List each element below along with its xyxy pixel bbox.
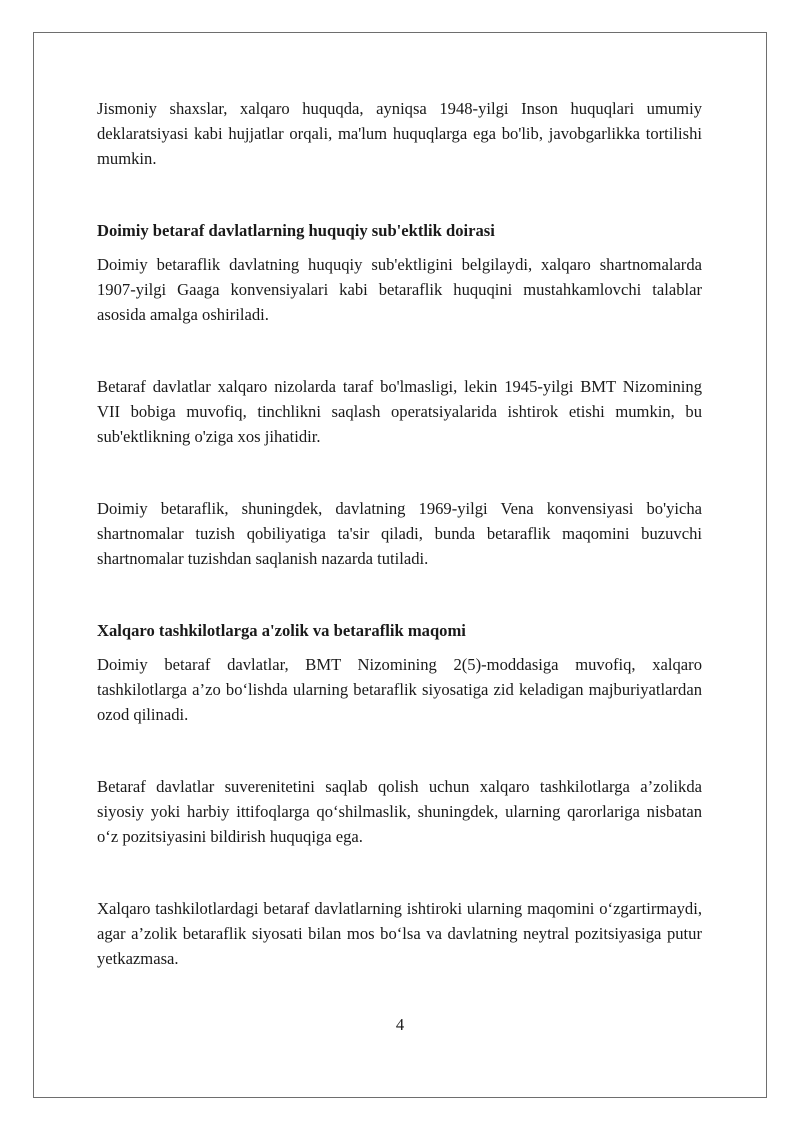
section-heading-membership: Xalqaro tashkilotlarga a'zolik va betaraflik maqomi: [97, 621, 466, 640]
section-heading-legal-personality: Doimiy betaraf davlatlarning huquqiy sub'ektlik doirasi: [97, 221, 495, 240]
paragraph-sovereignty: Betaraf davlatlar suverenitetini saqlab qolish uchun xalqaro tashkilotlarga a’zolikda siyosiy yoki harbiy ittifoqlarga qo‘shilmaslik, shuningdek, ularning qarorlariga nisbatan o‘z pozitsiyasini bildirish huquqiga ega.: [97, 777, 702, 846]
document-body: [97, 96, 702, 971]
page-number: 4: [395, 1015, 405, 1034]
paragraph-participation: Xalqaro tashkilotlardagi betaraf davlatlarning ishtiroki ularning maqomini o‘zgartirmaydi, agar a’zolik betaraflik siyosati bilan mos bo‘lsa va davlatning neytral pozitsiyasiga putur yetkazmasa.: [97, 899, 702, 968]
paragraph-treaty-capacity: Doimiy betaraflik, shuningdek, davlatning 1969-yilgi Vena konvensiyasi bo'yicha shartnomalar tuzish qobiliyatiga ta'sir qiladi, bunda betaraflik maqomini buzuvchi shartnomalar tuzishdan saqlanish nazarda tutiladi.: [97, 499, 702, 568]
paragraph-individuals-rights: Jismoniy shaxslar, xalqaro huquqda, ayniqsa 1948-yilgi Inson huquqlari umumiy deklaratsiyasi kabi hujjatlar orqali, ma'lum huquqlarga ega bo'lib, javobgarlikka tortilishi mumkin.: [97, 99, 702, 168]
paragraph-neutral-conflicts: Betaraf davlatlar xalqaro nizolarda taraf bo'lmasligi, lekin 1945-yilgi BMT Nizomining VII bobiga muvofiq, tinchlikni saqlash operatsiyalarida ishtirok etishi mumkin, bu sub'ektlikning o'ziga xos jihatidir.: [97, 377, 702, 446]
paragraph-neutrality-personality: Doimiy betaraflik davlatning huquqiy sub'ektligini belgilaydi, xalqaro shartnomalarda 1907-yilgi Gaaga konvensiyalari kabi betaraflik huquqini mustahkamlovchi talablar asosida amalga oshiriladi.: [97, 255, 702, 324]
paragraph-un-charter-exemption: Doimiy betaraf davlatlar, BMT Nizomining 2(5)-moddasiga muvofiq, xalqaro tashkilotlarga a’zo bo‘lishda ularning betaraflik siyosatiga zid keladigan majburiyatlardan ozod qilinadi.: [97, 655, 702, 724]
